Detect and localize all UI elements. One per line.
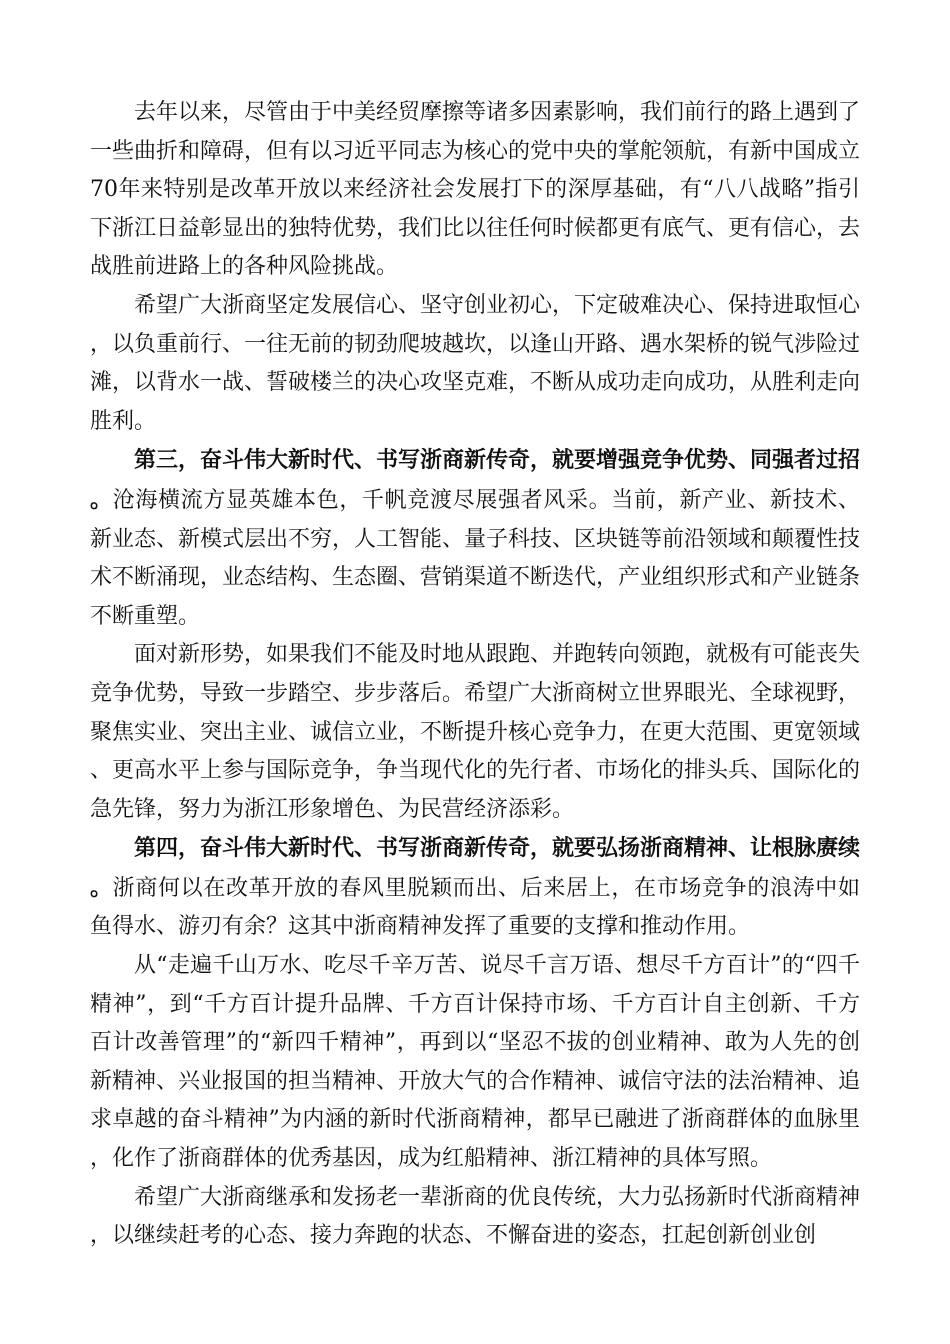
paragraph-3-text: 沧海横流方显英雄本色，千帆竞渡尽展强者风采。当前，新产业、新技术、新业态、新模式层出不穷，人工智能、量子科技、区块链等前沿领域和颠覆性技术不断涌现，业态结构、生态圈、营销渠道不断迭代，产业组织形式和产业链条不断重塑。 bbox=[90, 487, 861, 629]
paragraph-5 bbox=[90, 829, 860, 947]
paragraph-6-text: 从“走遍千山万水、吃尽千辛万苦、说尽千言万语、想尽千方百计”的“四千精神”，到“千方百计提升品牌、千方百计保持市场、千方百计自主创新、千方百计改善管理”的“新四千精神”，再到以“坚忍不拔的创业精神、敢为人先的创新精神、兴业报国的担当精神、开放大气的合作精神、诚信守法的法治精神、追求卓越的奋斗精神”为内涵的新时代浙商精神，都早已融进了浙商群体的血脉里，化作了浙商群体的优秀基因，成为红船精神、浙江精神的具体写照。 bbox=[90, 953, 861, 1172]
paragraph-2 bbox=[90, 287, 860, 441]
paragraph-2-text: 希望广大浙商坚定发展信心、坚守创业初心，下定破难决心、保持进取恒心，以负重前行、一往无前的韧劲爬坡越坎，以逢山开路、遇水架桥的锐气涉险过滩，以背水一战、誓破楼兰的决心攻坚克难，不断从成功走向成功，从胜利走向胜利。 bbox=[90, 292, 861, 434]
paragraph-1-text: 去年以来，尽管由于中美经贸摩擦等诸多因素影响，我们前行的路上遇到了一些曲折和障碍，但有以习近平同志为核心的党中央的掌舵领航，有新中国成立70年来特别是改革开放以来经济社会发展打下的深厚基础，有“八八战略”指引下浙江日益彰显出的独特优势，我们比以往任何时候都更有底气、更有信心，去战胜前进路上的各种风险挑战。 bbox=[90, 100, 861, 280]
paragraph-5-text: 浙商何以在改革开放的春风里脱颖而出、后来居上，在市场竞争的浪涛中如鱼得水、游刃有余？这其中浙商精神发挥了重要的支撑和推动作用。 bbox=[90, 875, 860, 940]
paragraph-5-heading: 第四，奋斗伟大新时代、书写浙商新传奇，就要弘扬浙商精神、让根脉赓续。 bbox=[90, 835, 861, 901]
paragraph-7 bbox=[90, 1179, 860, 1256]
paragraph-6 bbox=[90, 947, 860, 1179]
document-page bbox=[90, 94, 860, 1256]
paragraph-3 bbox=[90, 441, 860, 636]
paragraph-4-text: 面对新形势，如果我们不能及时地从跟跑、并跑转向领跑，就极有可能丧失竞争优势，导致一步踏空、步步落后。希望广大浙商树立世界眼光、全球视野，聚焦实业、突出主业、诚信立业，不断提升核心竞争力，在更大范围、更宽领域、更高水平上参与国际竞争，争当现代化的先行者、市场化的排头兵、国际化的急先锋，努力为浙江形象增色、为民营经济添彩。 bbox=[90, 642, 861, 822]
paragraph-7-text: 希望广大浙商继承和发扬老一辈浙商的优良传统，大力弘扬新时代浙商精神，以继续赶考的心态、接力奔跑的状态、不懈奋进的姿态，扛起创新创业创 bbox=[90, 1184, 861, 1249]
paragraph-4 bbox=[90, 636, 860, 829]
paragraph-3-heading: 第三，奋斗伟大新时代、书写浙商新传奇，就要增强竞争优势、同强者过招。 bbox=[90, 447, 861, 513]
paragraph-1 bbox=[90, 94, 860, 287]
